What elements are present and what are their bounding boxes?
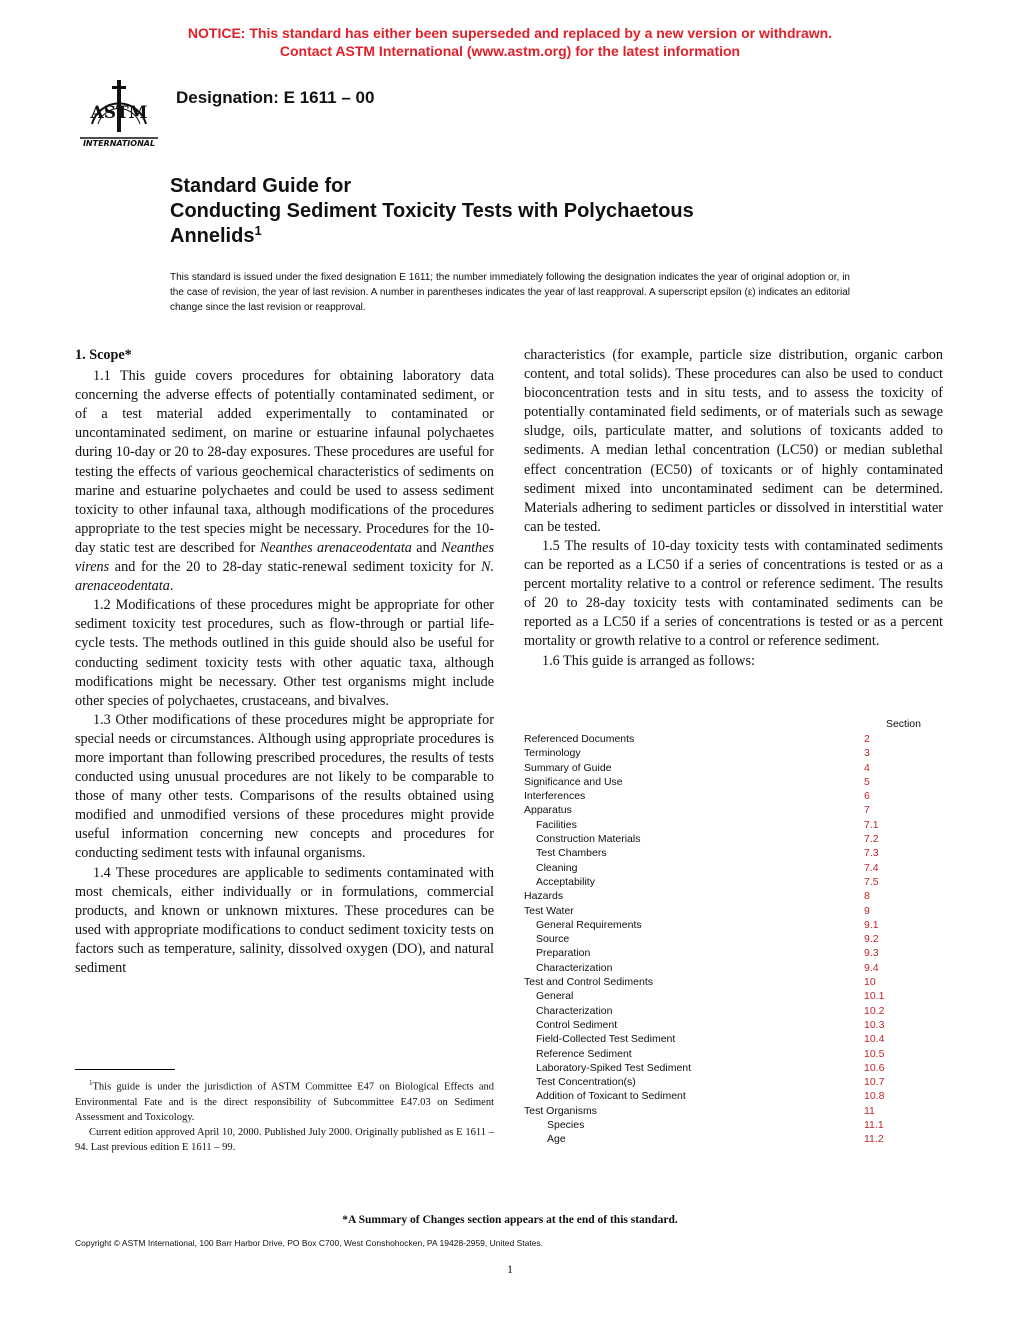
logo-caption: INTERNATIONAL bbox=[82, 139, 156, 148]
paragraph-1-6: 1.6 This guide is arranged as follows: bbox=[542, 652, 755, 669]
toc-section-link[interactable]: 7.2 bbox=[864, 833, 879, 846]
title-line-3 bbox=[170, 224, 694, 249]
section-table bbox=[524, 716, 944, 1147]
toc-section-link[interactable]: 10.7 bbox=[864, 1076, 885, 1089]
toc-label: Control Sediment bbox=[536, 1018, 618, 1031]
summary-note: *A Summary of Changes section appears at the end of this standard. bbox=[342, 1214, 678, 1226]
toc-row bbox=[524, 832, 944, 846]
document-title bbox=[170, 174, 694, 249]
toc-section-link[interactable]: 10.4 bbox=[864, 1033, 885, 1046]
toc-label: Preparation bbox=[536, 947, 591, 960]
paragraph-1-3: 1.3 Other modifications of these procedures might be appropriate for special needs or circumstances. Although using appropriate procedures is more important than following prescribed procedures, the results of tests conducted using unusual procedures are not likely to be comparable to those of many other tests. Comparisons of the results obtained using modified and unmodified versions of these procedures might provide useful information concerning new concepts and procedures for conducting sediment tests with infaunal organisms. bbox=[75, 711, 494, 862]
toc-label: Test Concentration(s) bbox=[536, 1076, 636, 1089]
toc-row bbox=[524, 775, 944, 789]
title-footnote-mark: 1 bbox=[254, 223, 262, 238]
toc-section-link[interactable]: 9.4 bbox=[864, 961, 879, 974]
toc-rows bbox=[524, 732, 944, 1147]
toc-row bbox=[524, 732, 944, 746]
toc-section-link[interactable]: 8 bbox=[864, 890, 870, 903]
toc-row bbox=[524, 789, 944, 803]
toc-row bbox=[524, 1004, 944, 1018]
p1-1-text: 1.1 This guide covers procedures for obtaining laboratory data concerning the adverse effects of potentially contaminated sediment, or of a test material added experimentally to contaminated or uncontaminated sediment, on marine or estuarine infaunal polychaetes during 10-day or 20 to 28-day exposures. These procedures are useful for testing the effects of various geochemical characteristics of sediments on marine and estuarine polychaetes and could be used to assess sediment toxicity to other infaunal taxa, although modifications of the procedures appropriate to the test species might be necessary. Procedures for the 10-day static test are described for bbox=[75, 368, 494, 556]
paragraph-1-5: 1.5 The results of 10-day toxicity tests with contaminated sediments can be reported as a LC50 if a series of concentrations is tested or as a percent mortality relative to a control or reference sediment. The results of 20 to 28-day toxicity tests with contaminated sediments can be reported as a LC50 if a series of concentrations is tested or as a percent mortality or growth relative to a control or reference sediment. bbox=[524, 537, 943, 650]
species-3: N. arenaceodentata bbox=[75, 559, 494, 595]
footnote-rule bbox=[75, 1069, 175, 1070]
notice-banner bbox=[0, 24, 1020, 60]
toc-label: Laboratory-Spiked Test Sediment bbox=[536, 1061, 692, 1074]
toc-section-link[interactable]: 10.5 bbox=[864, 1047, 885, 1060]
species-2: Neanthes virens bbox=[75, 539, 494, 576]
footnote-p1 bbox=[75, 1076, 494, 1125]
toc-section-link[interactable]: 9.2 bbox=[864, 933, 879, 946]
footnote-mark: 1 bbox=[89, 1079, 93, 1087]
p1-1-and: and bbox=[411, 539, 442, 556]
p1-1-text-c: . bbox=[169, 578, 174, 595]
toc-label: Apparatus bbox=[524, 804, 572, 817]
toc-label: Construction Materials bbox=[536, 833, 641, 846]
toc-row bbox=[524, 1075, 944, 1089]
toc-label: General bbox=[536, 990, 574, 1003]
designation: Designation: E 1611 – 00 bbox=[176, 88, 375, 107]
toc-row bbox=[524, 1089, 944, 1103]
toc-label: Reference Sediment bbox=[536, 1047, 632, 1060]
logo-letters: ASTM bbox=[90, 103, 148, 123]
toc-label: Hazards bbox=[524, 890, 564, 903]
toc-label: Acceptability bbox=[536, 875, 595, 888]
toc-row bbox=[524, 818, 944, 832]
toc-row bbox=[524, 961, 944, 975]
toc-row bbox=[524, 932, 944, 946]
toc-row bbox=[524, 1061, 944, 1075]
toc-section-link[interactable]: 9.3 bbox=[864, 947, 879, 960]
toc-section-link[interactable]: 5 bbox=[864, 775, 870, 788]
toc-row bbox=[524, 989, 944, 1003]
toc-section-link[interactable]: 7.3 bbox=[864, 847, 879, 860]
toc-label: Characterization bbox=[536, 961, 613, 974]
toc-row bbox=[524, 946, 944, 960]
toc-section-link[interactable]: 7.5 bbox=[864, 875, 879, 888]
toc-section-link[interactable]: 11 bbox=[864, 1104, 875, 1117]
toc-label: Test and Control Sediments bbox=[524, 976, 653, 989]
notice-line-2: Contact ASTM International (www.astm.org) for the latest information bbox=[279, 43, 741, 59]
toc-section-link[interactable]: 10.6 bbox=[864, 1061, 885, 1074]
toc-label: General Requirements bbox=[536, 918, 642, 931]
toc-label: Terminology bbox=[524, 747, 581, 760]
toc-row bbox=[524, 803, 944, 817]
toc-section-link[interactable]: 2 bbox=[864, 733, 870, 745]
toc-label: Test Chambers bbox=[536, 847, 607, 860]
toc-row bbox=[524, 861, 944, 875]
toc-label: Test Water bbox=[524, 904, 574, 917]
toc-section-link[interactable]: 11.1 bbox=[864, 1119, 884, 1132]
toc-section-link[interactable]: 11.2 bbox=[864, 1133, 884, 1146]
toc-section-link[interactable]: 10.2 bbox=[864, 1004, 885, 1017]
toc-section-link[interactable]: 4 bbox=[864, 761, 870, 774]
paragraph-1-1 bbox=[75, 367, 494, 596]
toc-label: Source bbox=[536, 933, 570, 946]
toc-row bbox=[524, 1047, 944, 1061]
toc-row bbox=[524, 918, 944, 932]
toc-section-link[interactable]: 10.1 bbox=[864, 990, 885, 1003]
toc-section-link[interactable]: 3 bbox=[864, 747, 870, 760]
toc-row bbox=[524, 1032, 944, 1046]
toc-label: Age bbox=[547, 1133, 566, 1146]
astm-logo bbox=[78, 74, 160, 150]
toc-row bbox=[524, 846, 944, 860]
right-column bbox=[524, 346, 943, 671]
toc-row bbox=[524, 1104, 944, 1118]
toc-section-link[interactable]: 7 bbox=[864, 804, 870, 817]
left-column bbox=[75, 346, 494, 978]
toc-label: Field-Collected Test Sediment bbox=[536, 1033, 676, 1046]
toc-label: Summary of Guide bbox=[524, 761, 612, 774]
toc-row bbox=[524, 746, 944, 760]
footnote-p1-text: This guide is under the jurisdiction of ASTM Committee E47 on Biological Effects and Environmental Fate and is the direct responsibility of Subcommittee E47.03 on Sediment Assessment and Toxicology. bbox=[75, 1081, 494, 1123]
toc-header: Section bbox=[885, 718, 921, 730]
toc-label: Addition of Toxicant to Sediment bbox=[536, 1090, 686, 1103]
section-heading-scope: 1. Scope* bbox=[75, 347, 132, 363]
toc-row bbox=[524, 904, 944, 918]
toc-label: Interferences bbox=[524, 790, 586, 803]
paragraph-1-4-continued: characteristics (for example, particle size distribution, organic carbon content, and total solids). These procedures can also be used to conduct bioconcentration tests and in situ tests, and to assess the toxicity of potentially contaminated field sediments, or of materials such as sewage sludge, oils, particulate matter, and solutions of toxicants added to sediments. A median lethal concentration (LC50) or median sublethal effect concentration (EC50) of toxicants or of highly contaminated sediment mixed into uncontaminated sediment can be determined. Materials adhering to sediment particles or dissolved in interstitial water can be tested. bbox=[524, 347, 943, 535]
toc-section-link[interactable]: 7.1 bbox=[864, 818, 879, 831]
toc-section-link[interactable]: 10.8 bbox=[864, 1090, 885, 1103]
toc-label: Referenced Documents bbox=[524, 733, 635, 745]
toc-row bbox=[524, 1118, 944, 1132]
toc-row bbox=[524, 1132, 944, 1146]
toc-label: Cleaning bbox=[536, 861, 578, 874]
page-number: 1 bbox=[507, 1262, 513, 1276]
issued-note: This standard is issued under the fixed designation E 1611; the number immediately following the designation indicates the year of original adoption or, in the case of revision, the year of last revision. A number in parentheses indicates the year of last reapproval. A superscript epsilon (ε) indicates an editorial change since the last revision or reapproval. bbox=[170, 272, 850, 313]
copyright: Copyright © ASTM International, 100 Barr Harbor Drive, PO Box C700, West Conshohocken, PA 19428-2959, United States. bbox=[75, 1238, 544, 1248]
toc-label: Test Organisms bbox=[524, 1104, 597, 1117]
paragraph-1-4: 1.4 These procedures are applicable to sediments contaminated with most chemicals, either individually or in formulations, commercial products, and known or unknown mixtures. These procedures can be used with appropriate modifications to conduct sediment toxicity tests on factors such as temperature, salinity, dissolved oxygen (DO), and natural sediment bbox=[75, 864, 494, 976]
toc-section-link[interactable]: 10 bbox=[864, 976, 876, 989]
toc-row bbox=[524, 761, 944, 775]
species-1: Neanthes arenaceodentata bbox=[259, 539, 412, 556]
toc-label: Significance and Use bbox=[524, 775, 623, 788]
footnote bbox=[75, 1076, 494, 1155]
toc-section-link[interactable]: 6 bbox=[864, 790, 870, 803]
toc-section-link[interactable]: 9 bbox=[864, 904, 870, 917]
title-line-2: Conducting Sediment Toxicity Tests with Polychaetous bbox=[170, 200, 694, 222]
p1-1-text-b: and for the 20 to 28-day static-renewal sediment toxicity for bbox=[109, 559, 481, 576]
notice-line-1: NOTICE: This standard has either been superseded and replaced by a new version or withdrawn. bbox=[187, 25, 833, 41]
toc-label: Characterization bbox=[536, 1004, 613, 1017]
title-line-3-text: Annelids bbox=[170, 225, 255, 247]
toc-section-link[interactable]: 9.1 bbox=[864, 918, 879, 931]
paragraph-1-2: 1.2 Modifications of these procedures might be appropriate for other sediment toxicity test procedures, such as flow-through or partial life-cycle tests. The methods outlined in this guide should also be useful for conducting sediment toxicity tests with other aquatic taxa, although modifications might be necessary. Other test organisms might include other species of polychaetes, crustaceans, and bivalves. bbox=[75, 597, 494, 709]
toc-row bbox=[524, 889, 944, 903]
title-line-1: Standard Guide for bbox=[170, 175, 352, 197]
toc-label: Species bbox=[547, 1119, 585, 1132]
toc-section-link[interactable]: 7.4 bbox=[864, 861, 879, 874]
toc-label: Facilities bbox=[536, 818, 577, 831]
footnote-p2: Current edition approved April 10, 2000. Published July 2000. Originally published as E 1611 – 94. Last previous edition E 1611 – 99. bbox=[75, 1126, 494, 1153]
toc-section-link[interactable]: 10.3 bbox=[864, 1018, 885, 1031]
toc-row bbox=[524, 875, 944, 889]
toc-row bbox=[524, 1018, 944, 1032]
toc-row bbox=[524, 975, 944, 989]
